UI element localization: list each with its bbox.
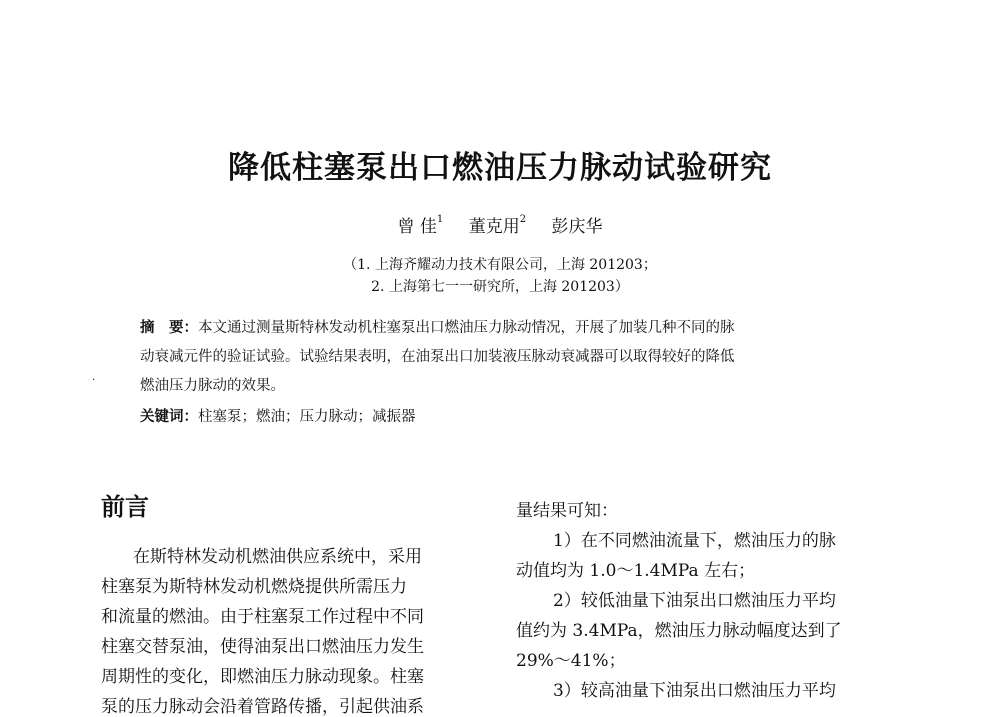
left-col-line-2: 柱塞泵为斯特林发动机燃烧提供所需压力 bbox=[101, 577, 407, 597]
author-1-affil-mark: 1 bbox=[436, 214, 444, 226]
keywords-label: 关键词： bbox=[140, 409, 198, 425]
author-2-name: 董克用 bbox=[468, 217, 520, 237]
right-col-line-5: 值约为 3.4MPa，燃油压力脉动幅度达到了 bbox=[516, 621, 842, 641]
paper-title: 降低柱塞泵出口燃油压力脉动试验研究 bbox=[228, 150, 772, 186]
right-col-line-7: 3）较高油量下油泵出口燃油压力平均 bbox=[553, 681, 836, 701]
left-col-line-5: 周期性的变化，即燃油压力脉动现象。柱塞 bbox=[101, 667, 424, 687]
author-2-affil-mark: 2 bbox=[519, 214, 527, 226]
author-list bbox=[0, 212, 1000, 237]
abstract-text-1: 本文通过测量斯特林发动机柱塞泵出口燃油压力脉动情况，开展了加装几种不同的脉 bbox=[198, 320, 735, 336]
abstract-line-2: 动衰减元件的验证试验。试验结果表明，在油泵出口加装液压脉动衰减器可以取得较好的降低 bbox=[140, 349, 735, 365]
right-col-line-4: 2）较低油量下油泵出口燃油压力平均 bbox=[553, 591, 836, 611]
left-col-line-1: 在斯特林发动机燃油供应系统中，采用 bbox=[133, 547, 422, 567]
right-col-line-6: 29%～41%； bbox=[516, 651, 626, 671]
right-col-line-1: 量结果可知： bbox=[516, 501, 618, 521]
right-col-line-2: 1）在不同燃油流量下，燃油压力的脉 bbox=[553, 531, 836, 551]
abstract-line-1 bbox=[140, 316, 735, 337]
affiliation-1: （1. 上海齐耀动力技术有限公司，上海 201203； bbox=[343, 257, 657, 273]
right-col-line-3: 动值均为 1.0～1.4MPa 左右； bbox=[516, 561, 756, 581]
author-3-name: 彭庆华 bbox=[551, 217, 603, 237]
author-1-name: 曾 佳 bbox=[397, 217, 437, 237]
abstract-label: 摘 要： bbox=[140, 320, 198, 336]
author-2 bbox=[468, 214, 527, 237]
keywords-line bbox=[140, 405, 416, 426]
affiliation-2: 2. 上海第七一一研究所，上海 201203） bbox=[371, 279, 629, 295]
abstract-line-3: 燃油压力脉动的效果。 bbox=[140, 378, 285, 394]
left-col-line-4: 柱塞交替泵油，使得油泵出口燃油压力发生 bbox=[101, 637, 424, 657]
margin-mark: . bbox=[92, 372, 96, 383]
left-col-line-6: 泵的压力脉动会沿着管路传播，引起供油系 bbox=[101, 697, 424, 717]
author-1 bbox=[397, 214, 444, 237]
left-col-line-3: 和流量的燃油。由于柱塞泵工作过程中不同 bbox=[101, 607, 424, 627]
author-3 bbox=[551, 217, 602, 237]
keywords-text: 柱塞泵；燃油；压力脉动；减振器 bbox=[198, 409, 416, 425]
section-heading: 前言 bbox=[101, 493, 149, 521]
